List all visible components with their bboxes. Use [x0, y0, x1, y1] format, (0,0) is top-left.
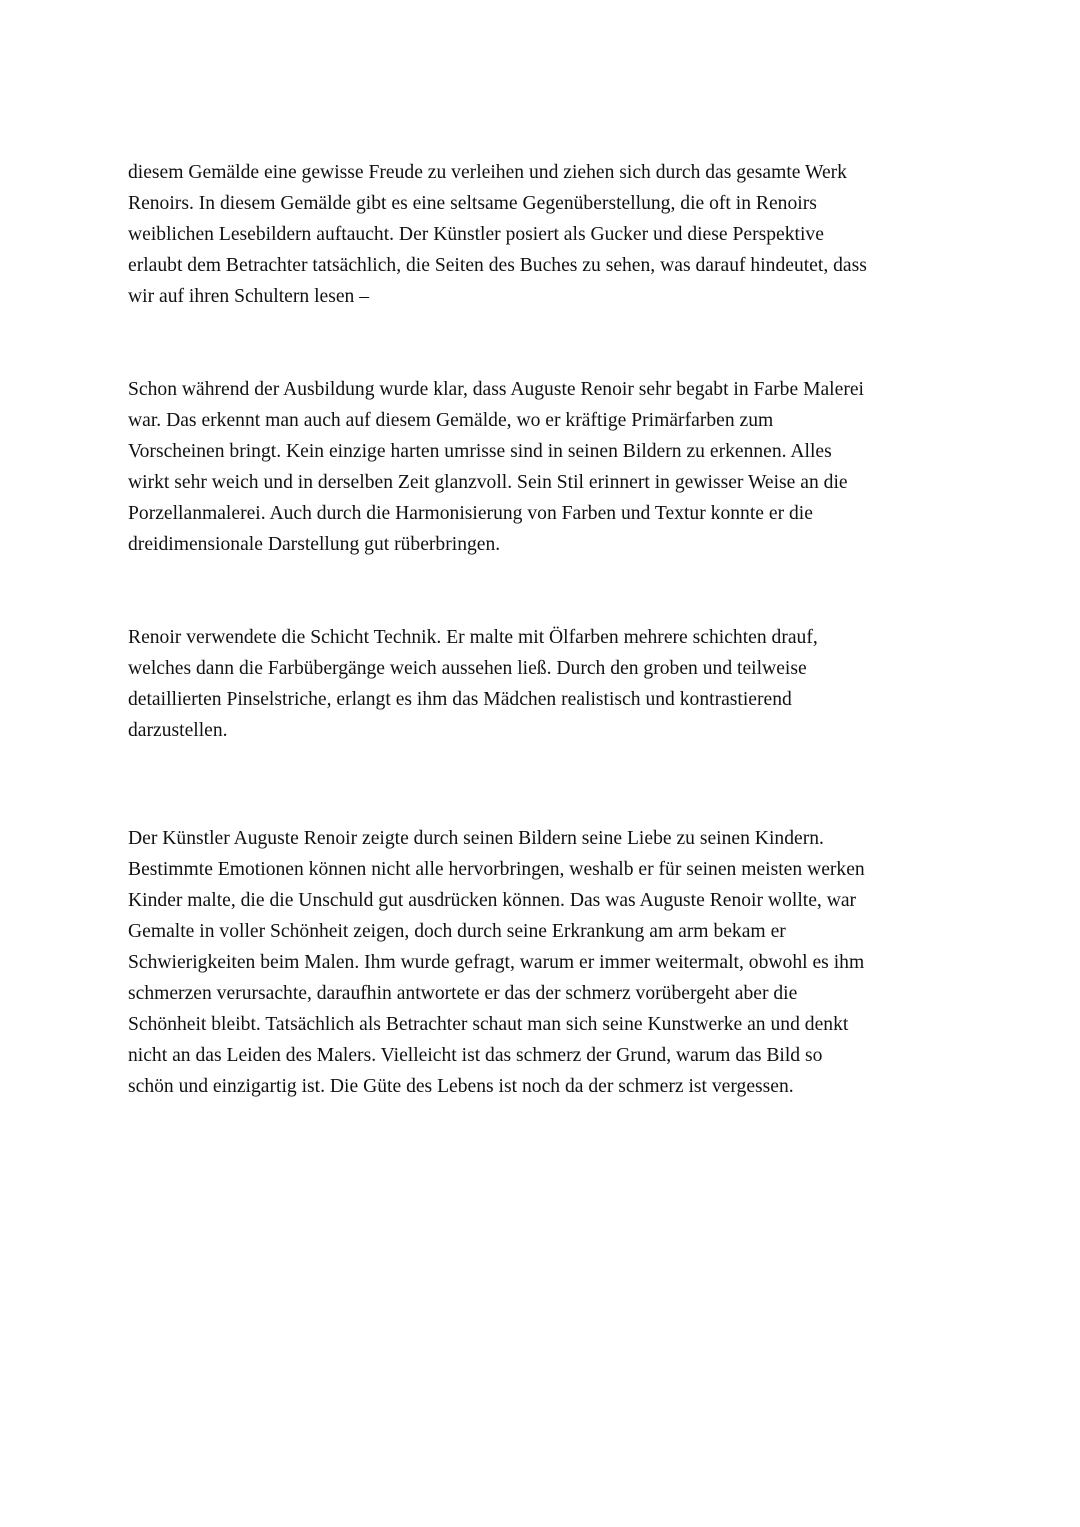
- paragraph-2: Schon während der Ausbildung wurde klar, dass Auguste Renoir sehr begabt in Farbe Malerei war. Das erkennt man auch auf diesem Gemälde, wo er kräftige Primärfarben zum Vorscheinen bringt. Kein einzige harten umrisse sind in seinen Bildern zu erkennen. Alles wirkt sehr weich und in derselben Zeit glanzvoll. Sein Stil erinnert in gewisser Weise an die Porzellanmalerei. Auch durch die Harmonisierung von Farben und Textur konnte er die dreidimensionale Darstellung gut rüberbringen.: [128, 379, 864, 555]
- document-body: [128, 126, 958, 1133]
- paragraph-4: Der Künstler Auguste Renoir zeigte durch seinen Bildern seine Liebe zu seinen Kindern. Bestimmte Emotionen können nicht alle hervorbringen, weshalb er für seinen meisten werken Kinder malte, die die Unschuld gut ausdrücken können. Das was Auguste Renoir wollte, war Gemalte in voller Schönheit zeigen, doch durch seine Erkrankung am arm bekam er Schwierigkeiten beim Malen. Ihm wurde gefragt, warum er immer weitermalt, obwohl es ihm schmerzen verursachte, daraufhin antwortete er das der schmerz vorübergeht aber die Schönheit bleibt. Tatsächlich als Betrachter schaut man sich seine Kunstwerke an und denkt nicht an das Leiden des Malers. Vielleicht ist das schmerz der Grund, warum das Bild so schön und einzigartig ist. Die Güte des Lebens ist noch da der schmerz ist vergessen.: [128, 828, 865, 1097]
- paragraph-3: Renoir verwendete die Schicht Technik. Er malte mit Ölfarben mehrere schichten drauf, welches dann die Farbübergänge weich aussehen ließ. Durch den groben und teilweise detaillierten Pinselstriche, erlangt es ihm das Mädchen realistisch und kontrastierend darzustellen.: [128, 627, 818, 741]
- paragraph-1: diesem Gemälde eine gewisse Freude zu verleihen und ziehen sich durch das gesamte Werk Renoirs. In diesem Gemälde gibt es eine seltsame Gegenüberstellung, die oft in Renoirs weiblichen Lesebildern auftaucht. Der Künstler posiert als Gucker und diese Perspektive erlaubt dem Betrachter tatsächlich, die Seiten des Buches zu sehen, was darauf hindeutet, dass wir auf ihren Schultern lesen –: [128, 162, 867, 307]
